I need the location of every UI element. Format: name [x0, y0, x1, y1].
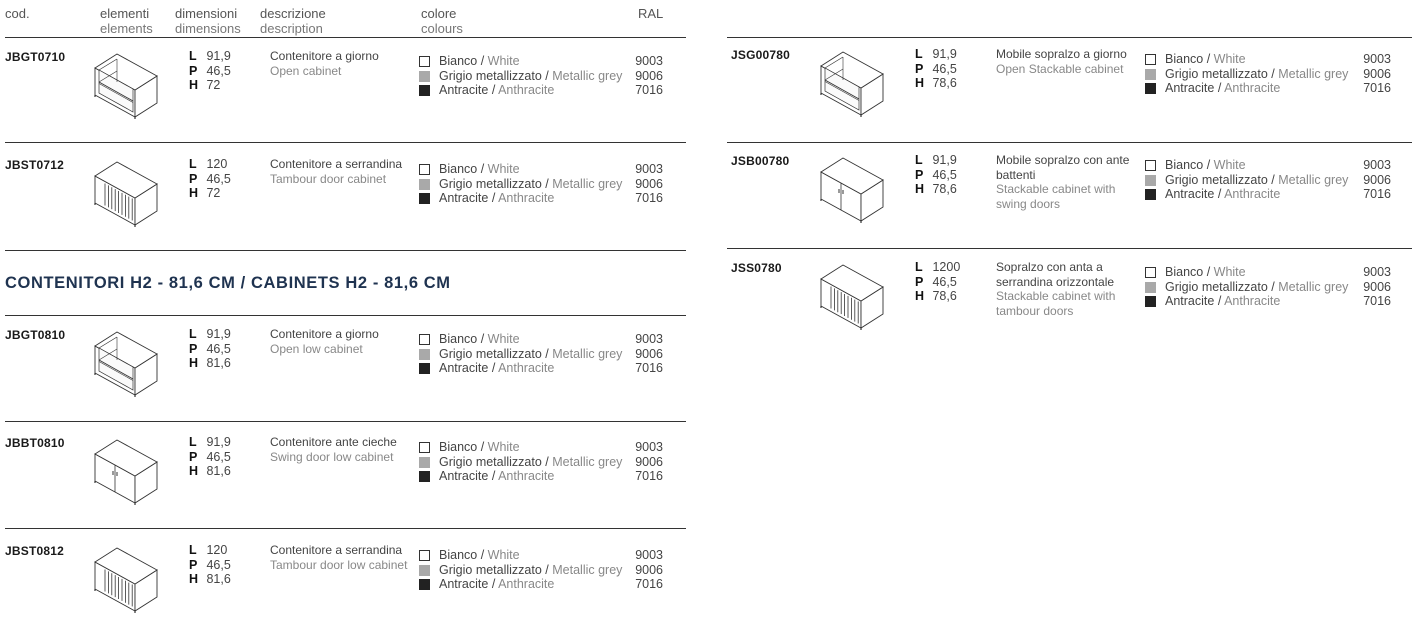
- ral-code: 9006: [1363, 279, 1391, 294]
- colour-options: [419, 162, 623, 206]
- divider: [727, 248, 1412, 249]
- colour-swatch-icon: [419, 164, 430, 175]
- product-code: JBBT0810: [5, 436, 65, 450]
- colour-option: Grigio metallizzato / Metallic grey: [1145, 280, 1345, 295]
- ral-code: 9003: [635, 332, 663, 346]
- ral-code: 7016: [635, 361, 663, 375]
- product-description: Contenitore a serrandina Tambour door cabinet: [270, 157, 403, 186]
- header-dimensions: dimensioni dimensions: [175, 6, 241, 36]
- colour-option: Grigio metallizzato / Metallic grey: [419, 347, 619, 362]
- colour-option: Antracite / Anthracite: [419, 577, 619, 592]
- colour-options: [419, 54, 623, 98]
- tambour-cabinet-icon: [85, 534, 165, 614]
- colour-swatch-icon: [419, 550, 430, 561]
- product-code: JBST0712: [5, 158, 64, 172]
- ral-codes: [623, 332, 663, 376]
- colour-option: Grigio metallizzato / Metallic grey: [419, 455, 619, 470]
- colour-option: Bianco / White: [1145, 265, 1345, 280]
- colour-option: Antracite / Anthracite: [1145, 294, 1345, 309]
- product-dimensions: L 120 P 46,5 H 81,6: [189, 543, 231, 586]
- colour-option: Bianco / White: [419, 332, 619, 347]
- colour-swatch-icon: [1145, 267, 1156, 278]
- product-dimensions: L 91,9 P 46,5 H 72: [189, 49, 231, 92]
- ral-code: 7016: [1363, 187, 1391, 201]
- divider: [5, 315, 686, 316]
- colour-swatch-icon: [1145, 54, 1156, 65]
- product-dimensions: L 120 P 46,5 H 72: [189, 157, 231, 200]
- colour-swatch-icon: [419, 179, 430, 190]
- ral-code: 9003: [635, 162, 663, 176]
- colour-swatch-icon: [1145, 189, 1156, 200]
- colour-swatch-icon: [419, 56, 430, 67]
- colour-option: Antracite / Anthracite: [419, 469, 619, 484]
- ral-code: 9003: [1363, 158, 1391, 172]
- colour-option: Bianco / White: [1145, 52, 1345, 67]
- product-dimensions: L 91,9 P 46,5 H 78,6: [915, 153, 957, 196]
- colour-options: [419, 548, 623, 592]
- product-code: JBGT0710: [5, 50, 66, 64]
- colour-option: Bianco / White: [419, 440, 619, 455]
- ral-codes: [623, 440, 663, 484]
- colour-option: Bianco / White: [419, 162, 619, 177]
- header-colours: colore colours: [421, 6, 463, 36]
- product-description: Sopralzo con anta a serrandina orizzontale Stackable cabinet with tambour doors: [996, 260, 1116, 318]
- colour-swatch-icon: [1145, 296, 1156, 307]
- header-code: cod.: [5, 6, 30, 21]
- product-description: Mobile sopralzo con ante battenti Stackable cabinet with swing doors: [996, 153, 1130, 211]
- colour-option: Antracite / Anthracite: [419, 361, 619, 376]
- product-description: Contenitore ante cieche Swing door low cabinet: [270, 435, 397, 464]
- colour-option: Bianco / White: [419, 548, 619, 563]
- colour-swatch-icon: [419, 193, 430, 204]
- ral-codes: [623, 162, 663, 206]
- ral-code: 9006: [1363, 172, 1391, 187]
- swing-door-cabinet-icon: [811, 144, 891, 224]
- product-code: JBST0812: [5, 544, 64, 558]
- ral-code: 7016: [1363, 81, 1391, 95]
- ral-code: 9006: [1363, 66, 1391, 81]
- colour-swatch-icon: [419, 471, 430, 482]
- ral-code: 9003: [635, 440, 663, 454]
- divider: [5, 421, 686, 422]
- colour-option: Bianco / White: [419, 54, 619, 69]
- divider: [5, 250, 686, 251]
- colour-swatch-icon: [419, 349, 430, 360]
- product-code: JSB00780: [731, 154, 790, 168]
- tambour-cabinet-icon: [85, 148, 165, 228]
- ral-code: 9006: [635, 346, 663, 361]
- ral-code: 9003: [1363, 265, 1391, 279]
- ral-code: 9006: [635, 454, 663, 469]
- product-dimensions: L 91,9 P 46,5 H 78,6: [915, 47, 957, 90]
- swing-door-cabinet-icon: [85, 426, 165, 506]
- ral-code: 7016: [635, 577, 663, 591]
- colour-option: Grigio metallizzato / Metallic grey: [1145, 173, 1345, 188]
- colour-swatch-icon: [1145, 282, 1156, 293]
- colour-option: Antracite / Anthracite: [419, 191, 619, 206]
- ral-codes: [1351, 158, 1391, 202]
- colour-option: Grigio metallizzato / Metallic grey: [1145, 67, 1345, 82]
- colour-swatch-icon: [419, 71, 430, 82]
- product-code: JSG00780: [731, 48, 790, 62]
- colour-swatch-icon: [419, 565, 430, 576]
- colour-option: Grigio metallizzato / Metallic grey: [419, 69, 619, 84]
- colour-option: Antracite / Anthracite: [419, 83, 619, 98]
- colour-swatch-icon: [1145, 175, 1156, 186]
- colour-options: [419, 440, 623, 484]
- colour-swatch-icon: [419, 442, 430, 453]
- header-ral: RAL: [638, 6, 664, 21]
- header-elements: elementi elements: [100, 6, 153, 36]
- product-description: Contenitore a giorno Open low cabinet: [270, 327, 379, 356]
- tambour-cabinet-icon: [811, 251, 891, 331]
- ral-code: 9006: [635, 176, 663, 191]
- ral-code: 7016: [1363, 294, 1391, 308]
- colour-swatch-icon: [419, 334, 430, 345]
- product-description: Mobile sopralzo a giorno Open Stackable cabinet: [996, 47, 1127, 76]
- product-dimensions: L 91,9 P 46,5 H 81,6: [189, 327, 231, 370]
- colour-swatch-icon: [1145, 83, 1156, 94]
- colour-swatch-icon: [419, 363, 430, 374]
- colour-option: Antracite / Anthracite: [1145, 81, 1345, 96]
- ral-code: 9003: [635, 548, 663, 562]
- colour-swatch-icon: [419, 85, 430, 96]
- colour-swatch-icon: [1145, 160, 1156, 171]
- colour-swatch-icon: [1145, 69, 1156, 80]
- ral-code: 7016: [635, 191, 663, 205]
- open-cabinet-icon: [85, 40, 165, 120]
- header-description: descrizione description: [260, 6, 326, 36]
- colour-option: Grigio metallizzato / Metallic grey: [419, 563, 619, 578]
- colour-options: [419, 332, 623, 376]
- section-title: CONTENITORI H2 - 81,6 CM / CABINETS H2 - 81,6 CM: [5, 274, 451, 292]
- colour-options: [1145, 52, 1349, 96]
- ral-code: 9003: [1363, 52, 1391, 66]
- product-description: Contenitore a giorno Open cabinet: [270, 49, 379, 78]
- ral-code: 9006: [635, 562, 663, 577]
- colour-option: Antracite / Anthracite: [1145, 187, 1345, 202]
- product-dimensions: L 1200 P 46,5 H 78,6: [915, 260, 961, 303]
- ral-code: 7016: [635, 469, 663, 483]
- product-dimensions: L 91,9 P 46,5 H 81,6: [189, 435, 231, 478]
- ral-code: 9003: [635, 54, 663, 68]
- ral-code: 7016: [635, 83, 663, 97]
- colour-swatch-icon: [419, 457, 430, 468]
- divider: [5, 528, 686, 529]
- open-cabinet-icon: [85, 318, 165, 398]
- ral-codes: [623, 54, 663, 98]
- open-cabinet-icon: [811, 38, 891, 118]
- ral-codes: [1351, 265, 1391, 309]
- product-code: JBGT0810: [5, 328, 66, 342]
- colour-options: [1145, 265, 1349, 309]
- colour-swatch-icon: [419, 579, 430, 590]
- product-description: Contenitore a serrandina Tambour door low cabinet: [270, 543, 408, 572]
- ral-codes: [1351, 52, 1391, 96]
- divider: [5, 37, 686, 38]
- divider: [727, 142, 1412, 143]
- colour-option: Grigio metallizzato / Metallic grey: [419, 177, 619, 192]
- colour-options: [1145, 158, 1349, 202]
- product-code: JSS0780: [731, 261, 782, 275]
- ral-code: 9006: [635, 68, 663, 83]
- colour-option: Bianco / White: [1145, 158, 1345, 173]
- divider: [5, 142, 686, 143]
- ral-codes: [623, 548, 663, 592]
